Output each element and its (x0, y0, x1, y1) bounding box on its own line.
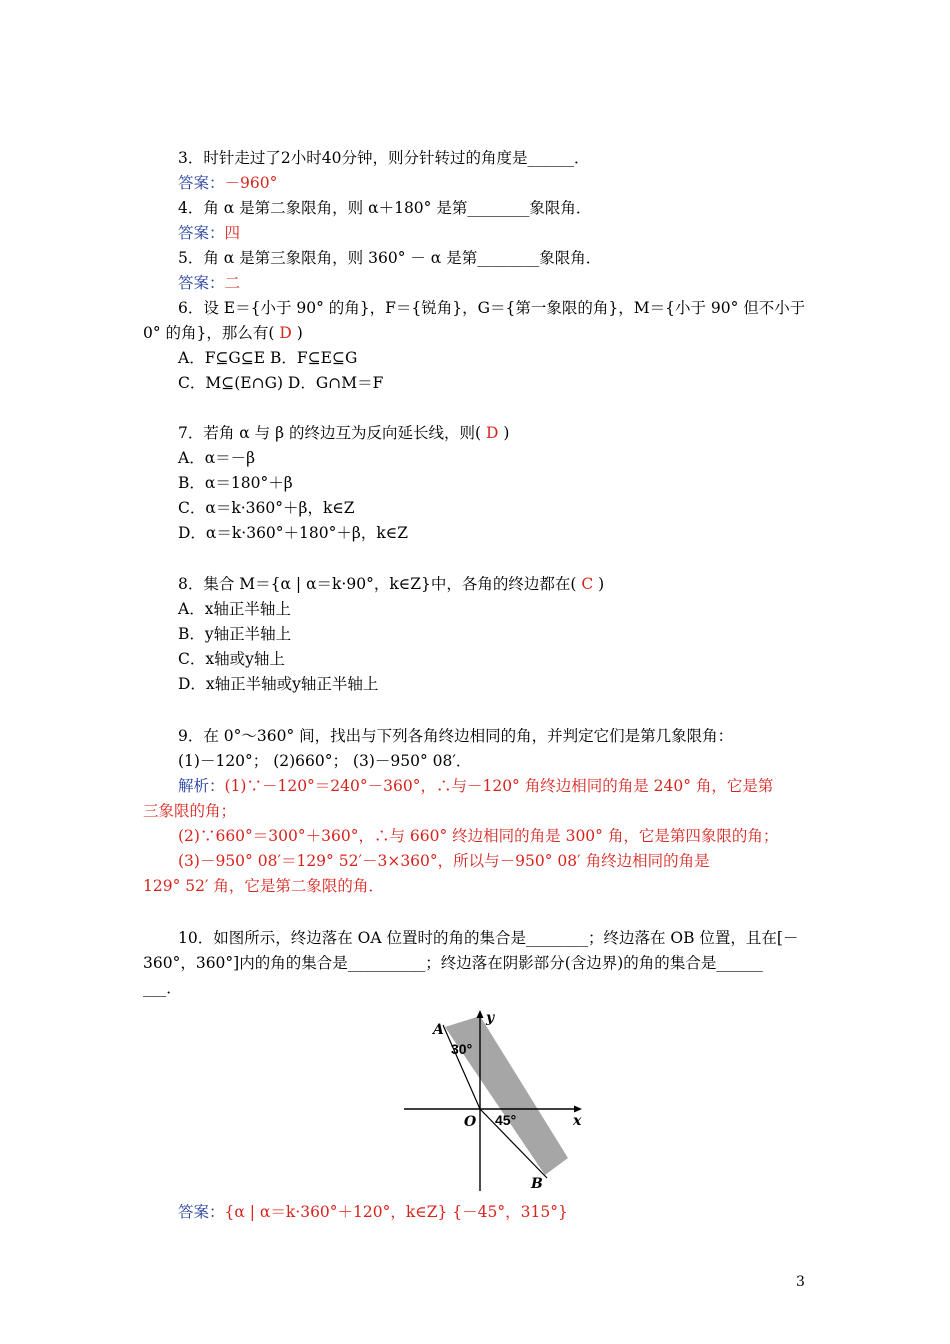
angle-figure (400, 1005, 590, 1195)
q5-answer (178, 273, 240, 293)
solution-label: 解析： (178, 777, 225, 795)
q6-text-line2 (143, 323, 303, 343)
q8-option-d: D．x轴正半轴或y轴正半轴上 (178, 675, 379, 693)
q8-choice: C (581, 575, 594, 593)
q6-close: ) (296, 324, 303, 342)
q4-text: 4．角 α 是第二象限角，则 α＋180° 是第________象限角． (178, 199, 592, 217)
q9-text: 9．在 0°～360° 间，找出与下列各角终边相同的角，并判定它们是第几象限角： (178, 727, 734, 745)
q10-line3: ___． (143, 979, 182, 997)
q8-option-c: C．x轴或y轴上 (178, 650, 285, 668)
q8-stem: 8．集合 M＝{α | α＝k·90°，k∈Z}中，各角的终边都在( (178, 575, 577, 593)
q10-answer (178, 1202, 568, 1222)
q9-parts: (1)－120°； (2)660°； (3)－950° 08′． (178, 752, 472, 770)
q7-text (178, 423, 509, 443)
q6-text-line1: 6．设 E＝{小于 90° 的角}，F＝{锐角}，G＝{第一象限的角}，M＝{小于 90° 但不小于 (178, 299, 806, 317)
q7-option-a: A．α＝－β (178, 449, 256, 467)
q9-solution-2: (2)∵660°＝300°＋360°，∴与 660° 终边相同的角是 300° 角，它是第四象限的角； (178, 827, 779, 845)
q8-option-a: A．x轴正半轴上 (178, 600, 291, 618)
q9-solution-3a: (3)－950° 08′＝129° 52′－3×360°，所以与－950° 08′ 角终边相同的角是 (178, 852, 710, 870)
answer-label: 答案： (178, 224, 225, 242)
answer-label: 答案： (178, 1203, 225, 1221)
answer-value: －960° (224, 174, 278, 192)
q8-text (178, 574, 604, 594)
q4-answer (178, 223, 240, 243)
q9-solution-3b: 129° 52′ 角，它是第二象限的角． (143, 877, 384, 895)
label-o: O (464, 1114, 477, 1130)
solution-text: (1)∵－120°＝240°－360°，∴与－120° 角终边相同的角是 240° 角，它是第 (224, 777, 774, 795)
angle-label-30: 30° (451, 1041, 473, 1057)
q8-close: ) (598, 575, 605, 593)
q8-option-b: B．y轴正半轴上 (178, 625, 292, 643)
label-y: y (486, 1010, 495, 1026)
answer-value: 四 (224, 224, 241, 242)
q6-choice: D (279, 324, 292, 342)
q6-options-ab: A．F⊆G⊆E B．F⊆E⊆G (178, 349, 358, 367)
label-b: B (531, 1176, 543, 1192)
q3-text: 3．时针走过了2小时40分钟，则分针转过的角度是______． (178, 149, 590, 167)
label-x: x (573, 1113, 582, 1129)
q10-line2: 360°，360°]内的角的集合是__________；终边落在阴影部分(含边界)的角的集合是______ (143, 954, 763, 972)
label-a: A (433, 1022, 444, 1038)
q7-close: ) (503, 424, 510, 442)
answer-label: 答案： (178, 174, 225, 192)
q7-choice: D (485, 424, 499, 442)
q6-stem: 0° 的角}，那么有( (143, 324, 275, 342)
angle-label-45: 45° (495, 1112, 517, 1128)
page-number: 3 (796, 1274, 805, 1290)
answer-label: 答案： (178, 274, 225, 292)
q7-option-c: C．α＝k·360°＋β，k∈Z (178, 499, 355, 517)
q7-stem: 7．若角 α 与 β 的终边互为反向延长线，则( (178, 424, 482, 442)
q7-option-d: D．α＝k·360°＋180°＋β，k∈Z (178, 524, 408, 542)
q6-options-cd: C．M⊆(E∩G) D．G∩M＝F (178, 374, 384, 392)
q7-option-b: B．α＝180°＋β (178, 474, 293, 492)
q3-answer (178, 173, 277, 193)
q10-line1: 10．如图所示，终边落在 OA 位置时的角的集合是________；终边落在 OB 位置，且在[－ (178, 929, 799, 947)
q9-solution-1b: 三象限的角； (143, 802, 237, 820)
q9-solution-1a (178, 776, 773, 796)
q5-text: 5．角 α 是第三象限角，则 360° － α 是第________象限角． (178, 249, 602, 267)
answer-value: 二 (224, 274, 241, 292)
answer-value: {α | α＝k·360°＋120°，k∈Z} {－45°，315°} (224, 1203, 568, 1221)
